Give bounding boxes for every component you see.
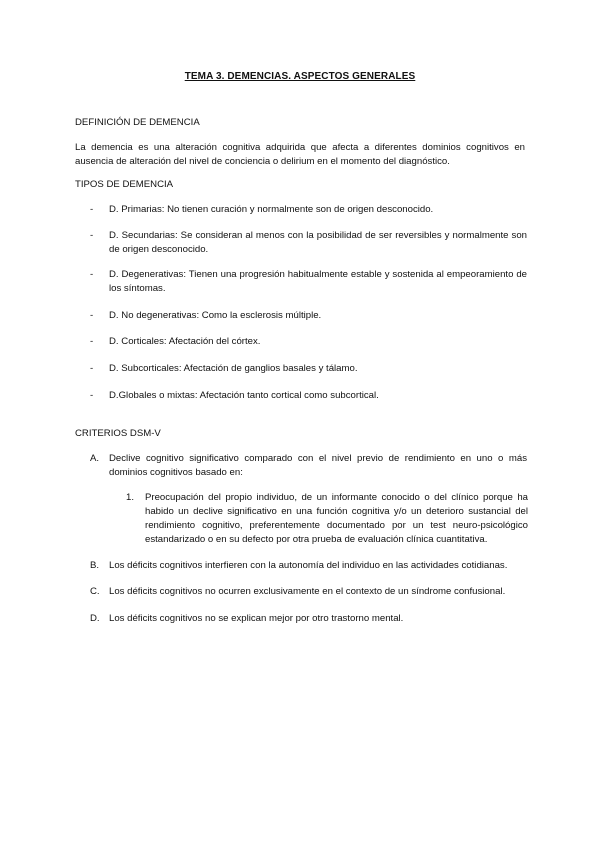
list-dash: - [90, 363, 94, 374]
criteria-text: Declive cognitivo significativo comparado con el nivel previo de rendimiento en uno o más dominios cognitivos basado en: [109, 453, 527, 478]
list-item-text: D. Secundarias: Se consideran al menos con la posibilidad de ser reversibles y normalmente son de origen desconocido. [109, 230, 527, 255]
list-item-text: D. Primarias: No tienen curación y normalmente son de origen desconocido. [109, 204, 434, 215]
definition-paragraph: La demencia es una alteración cognitiva adquirida que afecta a diferentes dominios cognitivos en ausencia de alteración del nivel de conciencia o delirium en el momento del diagnóstico. [75, 142, 525, 167]
list-item-text: D. Degenerativas: Tienen una progresión habitualmente estable y sostenida al empeoramiento de los síntomas. [109, 269, 527, 294]
subitem-text: Preocupación del propio individuo, de un informante conocido o del clínico porque ha habido un declive significativo en una función cognitiva y/o un deterioro sustancial del rendimiento cognitivo, preferentemente documentado por un test neuro-psicológico estandarizado o en su defecto por otra prueba de evaluación clínica cuantitativa. [145, 492, 528, 545]
criteria-text: Los déficits cognitivos interfieren con la autonomía del individuo en las actividades cotidianas. [109, 560, 508, 571]
section-heading-criteria: CRITERIOS DSM-V [75, 428, 161, 439]
list-dash: - [90, 390, 94, 401]
criteria-letter: B. [90, 560, 100, 571]
list-dash: - [90, 336, 94, 347]
list-dash: - [90, 269, 94, 280]
criteria-letter: D. [90, 613, 100, 624]
page-title: TEMA 3. DEMENCIAS. ASPECTOS GENERALES [184, 71, 416, 82]
section-heading-definition: DEFINICIÓN DE DEMENCIA [75, 117, 200, 128]
list-dash: - [90, 230, 94, 241]
criteria-letter: C. [90, 586, 100, 597]
subitem-number: 1. [126, 492, 135, 503]
section-heading-types: TIPOS DE DEMENCIA [75, 179, 174, 190]
list-item-text: D. Corticales: Afectación del córtex. [109, 336, 261, 347]
list-item-text: D.Globales o mixtas: Afectación tanto cortical como subcortical. [109, 390, 379, 401]
list-dash: - [90, 310, 94, 321]
list-item-text: D. Subcorticales: Afectación de ganglios basales y tálamo. [109, 363, 358, 374]
list-dash: - [90, 204, 94, 215]
criteria-text: Los déficits cognitivos no se explican mejor por otro trastorno mental. [109, 613, 404, 624]
list-item-text: D. No degenerativas: Como la esclerosis múltiple. [109, 310, 322, 321]
criteria-letter: A. [90, 453, 100, 464]
criteria-text: Los déficits cognitivos no ocurren exclusivamente en el contexto de un síndrome confusional. [109, 586, 506, 597]
